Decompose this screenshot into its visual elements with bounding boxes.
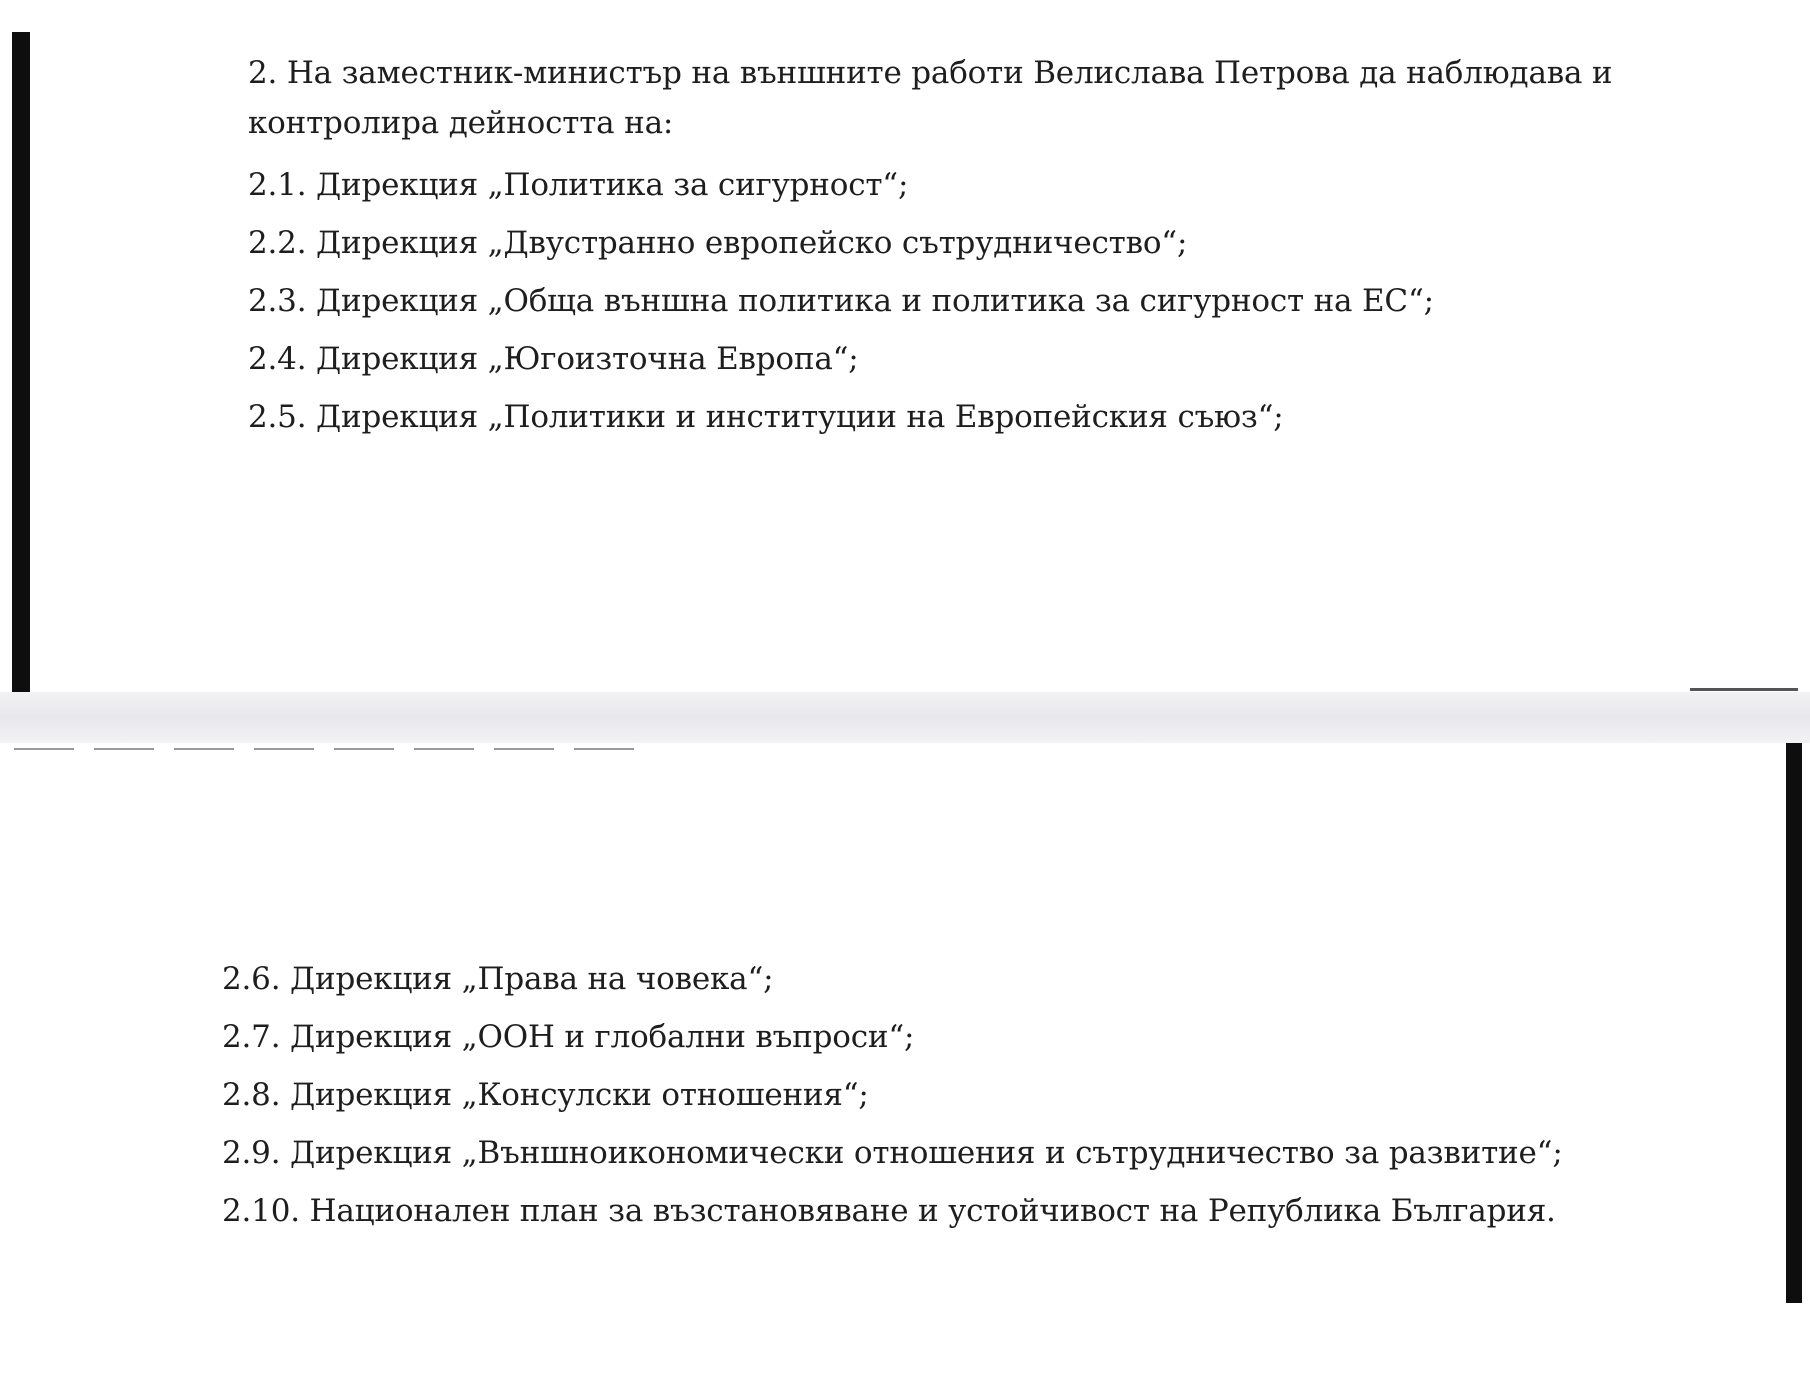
list-item: 2.10. Национален план за възстановяване и устойчивост на Република България. bbox=[222, 1193, 1556, 1229]
list-item: 2.1. Дирекция „Политика за сигурност“; bbox=[248, 167, 909, 203]
list-item: 2.2. Дирекция „Двустранно европейско сътрудничество“; bbox=[248, 225, 1188, 261]
list-item: 2.6. Дирекция „Права на човека“; bbox=[222, 961, 774, 997]
scan-line bbox=[1690, 688, 1798, 691]
page-gap bbox=[0, 692, 1810, 743]
text-block-bottom bbox=[222, 950, 1622, 1240]
bottom-margin bbox=[0, 1303, 1810, 1377]
list-item: 2.3. Дирекция „Обща външна политика и политика за сигурност на ЕС“; bbox=[248, 283, 1434, 319]
scan-edge-right bbox=[1786, 743, 1802, 1303]
list-item: 2.4. Дирекция „Югоизточна Европа“; bbox=[248, 341, 859, 377]
intro-paragraph: 2. На заместник-министър на външните работи Велислава Петрова да наблюдава и контролира дейността на: bbox=[248, 55, 1613, 141]
scan-line-dashed bbox=[14, 748, 654, 750]
list-item: 2.7. Дирекция „ООН и глобални въпроси“; bbox=[222, 1019, 915, 1055]
list-item: 2.9. Дирекция „Външноикономически отношения и сътрудничество за развитие“; bbox=[222, 1135, 1563, 1171]
text-block-top bbox=[248, 48, 1648, 446]
list-item: 2.5. Дирекция „Политики и институции на Европейския съюз“; bbox=[248, 399, 1284, 435]
list-item: 2.8. Дирекция „Консулски отношения“; bbox=[222, 1077, 869, 1113]
scan-edge-left bbox=[12, 32, 30, 692]
